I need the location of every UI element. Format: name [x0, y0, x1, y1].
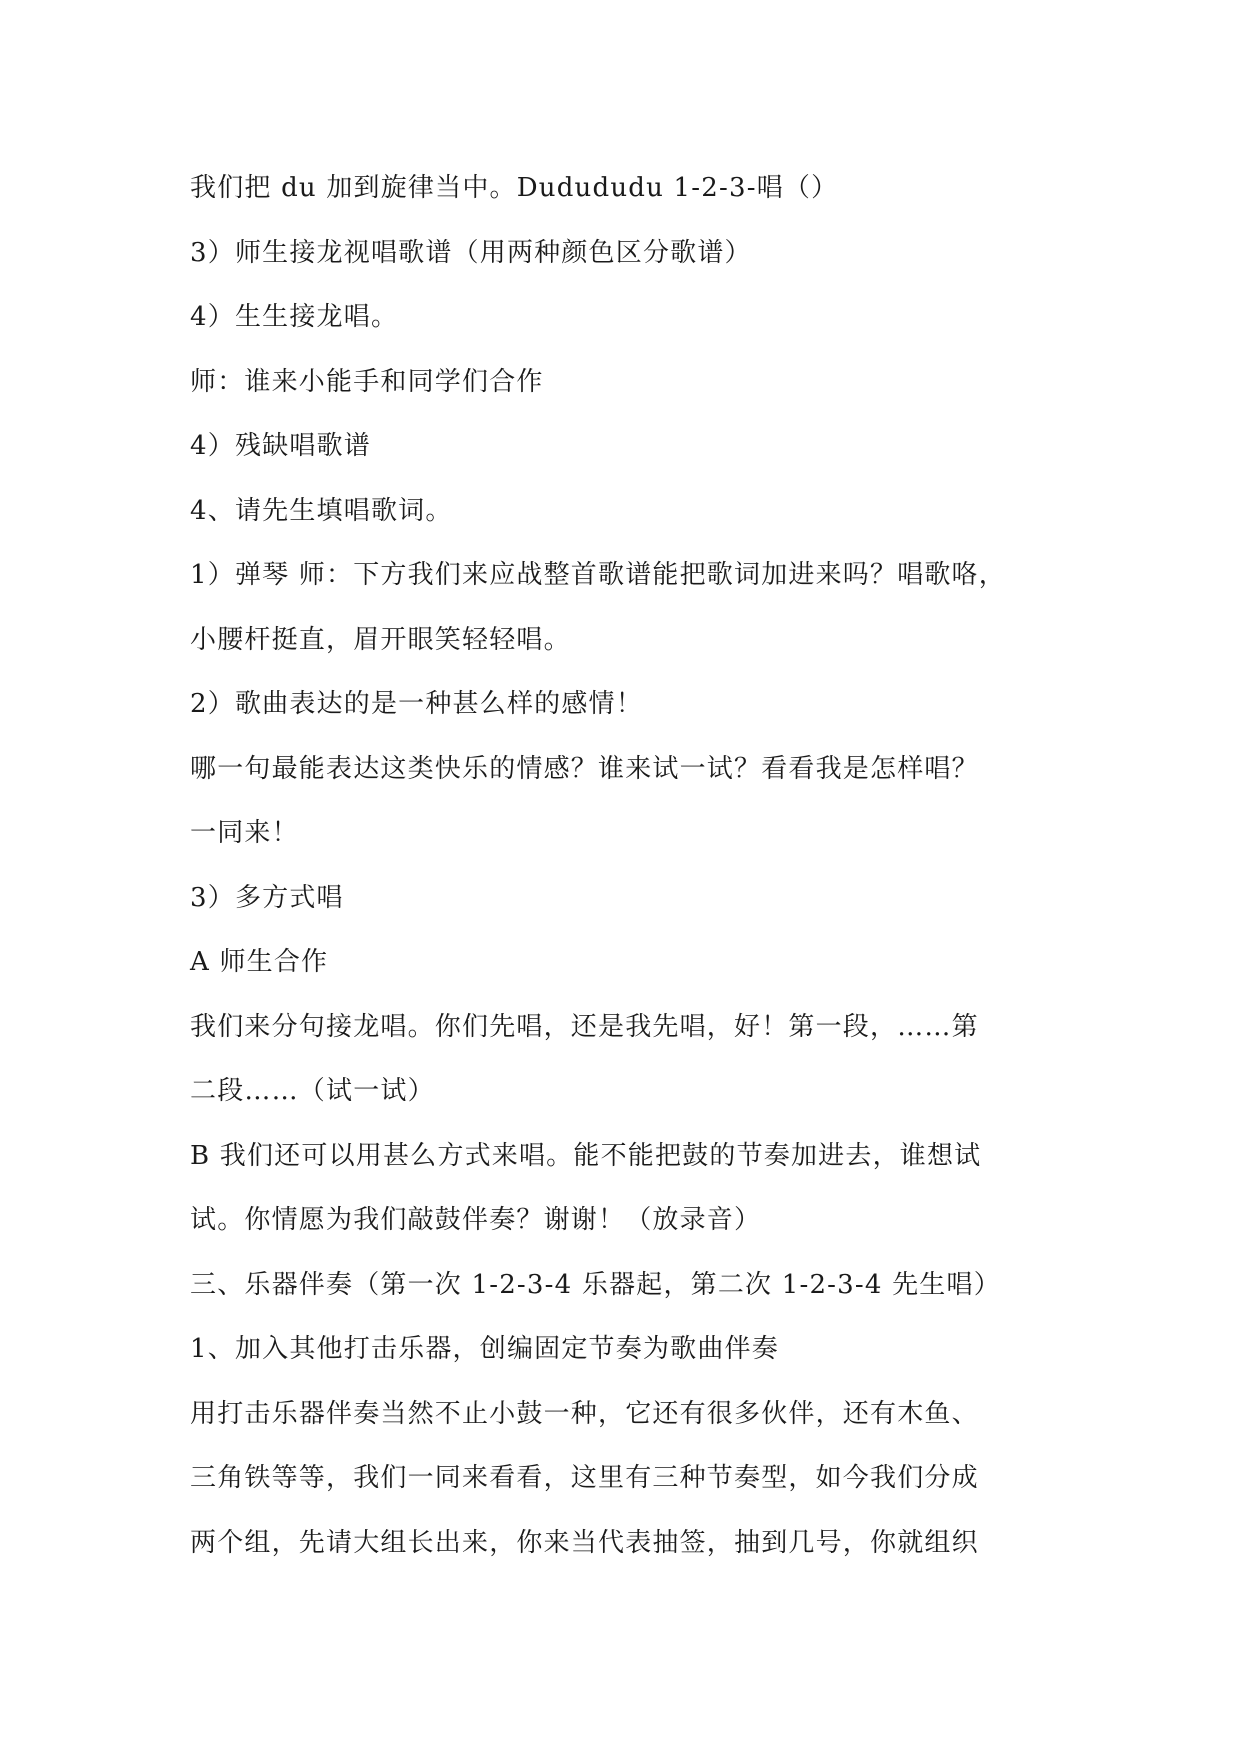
text-line: B 我们还可以用甚么方式来唱。能不能把鼓的节奏加进去，谁想试	[190, 1140, 982, 1171]
text-line: 3）多方式唱	[190, 882, 344, 913]
text-line: 我们来分句接龙唱。你们先唱，还是我先唱，好！第一段，……第	[190, 1011, 979, 1042]
text-line: 两个组，先请大组长出来，你来当代表抽签，抽到几号，你就组织	[190, 1527, 979, 1558]
text-line: 一同来！	[190, 818, 299, 848]
text-line: A 师生合作	[190, 947, 329, 977]
text-line: 三角铁等等，我们一同来看看，这里有三种节奏型，如今我们分成	[190, 1463, 979, 1493]
text-line: 4）生生接龙唱。	[190, 302, 399, 332]
text-line: 师：谁来小能手和同学们合作	[190, 366, 544, 397]
document-body	[190, 156, 1060, 1575]
text-line: 1、加入其他打击乐器，创编固定节奏为歌曲伴奏	[190, 1334, 779, 1364]
text-line: 2）歌曲表达的是一种甚么样的感情！	[190, 689, 643, 719]
text-line: 我们把 du 加到旋律当中。Dudududu 1-2-3-唱（）	[190, 173, 839, 203]
text-line: 3）师生接龙视唱歌谱（用两种颜色区分歌谱）	[190, 237, 752, 268]
text-line: 三、乐器伴奏（第一次 1-2-3-4 乐器起，第二次 1-2-3-4 先生唱）	[190, 1269, 1001, 1300]
text-line: 1）弹琴 师：下方我们来应战整首歌谱能把歌词加进来吗？唱歌咯，	[190, 560, 1007, 590]
text-line: 4）残缺唱歌谱	[190, 431, 371, 461]
text-line: 哪一句最能表达这类快乐的情感？谁来试一试？看看我是怎样唱？	[190, 753, 979, 784]
text-line: 二段……（试一试）	[190, 1076, 435, 1106]
text-line: 试。你情愿为我们敲鼓伴奏？谢谢！（放录音）	[190, 1205, 762, 1235]
text-line: 4、请先生填唱歌词。	[190, 495, 453, 526]
text-line: 小腰杆挺直，眉开眼笑轻轻唱。	[190, 624, 571, 655]
text-line: 用打击乐器伴奏当然不止小鼓一种，它还有很多伙伴，还有木鱼、	[190, 1398, 979, 1429]
